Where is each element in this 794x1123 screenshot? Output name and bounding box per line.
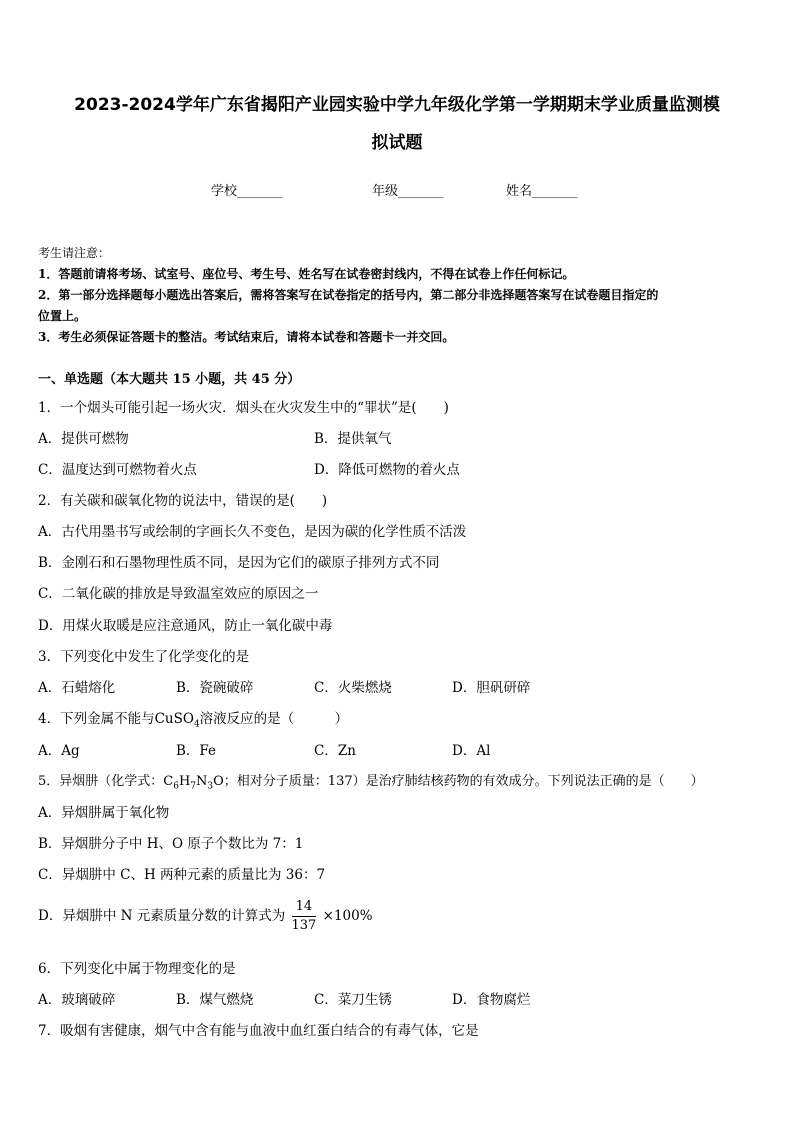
question-6-option-b[interactable]: B．煤气燃烧 [176,992,254,1008]
question-5-sub-7: 7 [190,781,197,792]
question-5-sub-3: 3 [207,781,214,792]
notice-heading: 考生请注意： [38,246,111,260]
student-info-row [0,180,794,200]
question-5-option-d[interactable] [38,898,373,935]
question-4-stem-pre: 4．下列金属不能与 [38,711,155,727]
question-2-option-d[interactable]: D．用煤火取暖是应注意通风，防止一氧化碳中毒 [38,618,333,634]
question-3-stem: 3．下列变化中发生了化学变化的是 [38,649,250,665]
question-5-stem-pre: 5．异烟肼（化学式：C [38,774,174,789]
question-5-option-d-post: ×100% [322,908,373,924]
question-3-option-d[interactable]: D．胆矾研碎 [452,680,531,696]
notice-item-1: 1．答题前请将考场、试室号、座位号、考生号、姓名写在试卷密封线内，不得在试卷上作任何标记。 [38,267,575,281]
question-6-option-d[interactable]: D．食物腐烂 [452,992,531,1008]
question-4-stem-post: 溶液反应的是（ ） [199,711,349,727]
grade-field[interactable]: 年级_______ [372,184,444,199]
question-3-option-b[interactable]: B．瓷碗破碎 [176,680,254,696]
question-5-option-b[interactable]: B．异烟肼分子中 H、O 原子个数比为 7：1 [38,836,304,852]
question-5-sub-6: 6 [173,781,179,792]
question-2-stem: 2．有关碳和碳氧化物的说法中，错误的是( ) [38,493,328,509]
question-5-option-a[interactable]: A．异烟肼属于氧化物 [38,805,170,821]
question-7-stem: 7．吸烟有害健康，烟气中含有能与血液中血红蛋白结合的有毒气体，它是 [38,1023,479,1039]
school-field[interactable]: 学校_______ [211,184,283,199]
question-4-formula: CuSO [154,711,194,727]
question-1-stem: 1．一个烟头可能引起一场火灾．烟头在火灾发生中的“罪状”是( ) [38,400,449,416]
question-6-stem: 6．下列变化中属于物理变化的是 [38,961,236,977]
question-3-option-c[interactable]: C．火柴燃烧 [314,680,392,696]
section-heading: 一、单选题（本大题共 15 小题，共 45 分） [38,372,301,387]
question-5-option-d-pre: D．异烟肼中 N 元素质量分数的计算式为 [38,908,286,924]
question-5-option-c[interactable]: C．异烟肼中 C、H 两种元素的质量比为 36：7 [38,867,326,883]
question-5-fraction [292,898,317,935]
question-2-option-c[interactable]: C．二氧化碳的排放是导致温室效应的原因之一 [38,586,319,602]
name-field[interactable]: 姓名_______ [506,184,578,199]
question-1-option-a[interactable]: A．提供可燃物 [38,431,129,447]
question-1-option-c[interactable]: C．温度达到可燃物着火点 [38,462,197,478]
notice-item-2a: 2．第一部分选择题每小题选出答案后，需将答案写在试卷指定的括号内，第二部分非选择题答案写在试卷题目指定的 [38,288,659,302]
page-title-line1: 2023-2024学年广东省揭阳产业园实验中学九年级化学第一学期期末学业质量监测模 [74,95,720,115]
question-5-fraction-denominator: 137 [291,918,317,933]
question-1-option-b[interactable]: B．提供氧气 [314,431,392,447]
question-2-option-a[interactable]: A．古代用墨书写或绘制的字画长久不变色，是因为碳的化学性质不活泼 [38,524,467,540]
notice-item-2b: 位置上。 [38,309,87,323]
notice-item-3: 3．考生必须保证答题卡的整洁。考试结束后，请将本试卷和答题卡一并交回。 [38,330,455,344]
question-4-stem [38,707,762,730]
question-1-option-d[interactable]: D．降低可燃物的着火点 [314,462,460,478]
question-5-h: H [178,774,191,789]
question-5-n: N [196,774,208,789]
notice-block [38,243,762,348]
question-4-option-d[interactable]: D．Al [452,743,491,759]
question-6-option-a[interactable]: A．玻璃破碎 [38,992,116,1008]
question-4-formula-sub: 4 [193,719,200,730]
question-6-option-c[interactable]: C．菜刀生锈 [314,992,392,1008]
page-title-line2: 拟试题 [371,133,423,153]
question-4-option-c[interactable]: C．Zn [314,743,356,759]
question-5-fraction-numerator: 14 [292,898,317,917]
question-4-option-b[interactable]: B．Fe [176,743,217,759]
question-5-stem-post: O；相对分子质量：137）是治疗肺结核药物的有效成分。下列说法正确的是（ ） [213,774,704,789]
question-5-stem [38,770,762,792]
question-3-option-a[interactable]: A．石蜡熔化 [38,680,116,696]
question-2-option-b[interactable]: B．金刚石和石墨物理性质不同，是因为它们的碳原子排列方式不同 [38,555,440,571]
question-4-option-a[interactable]: A．Ag [38,743,80,759]
